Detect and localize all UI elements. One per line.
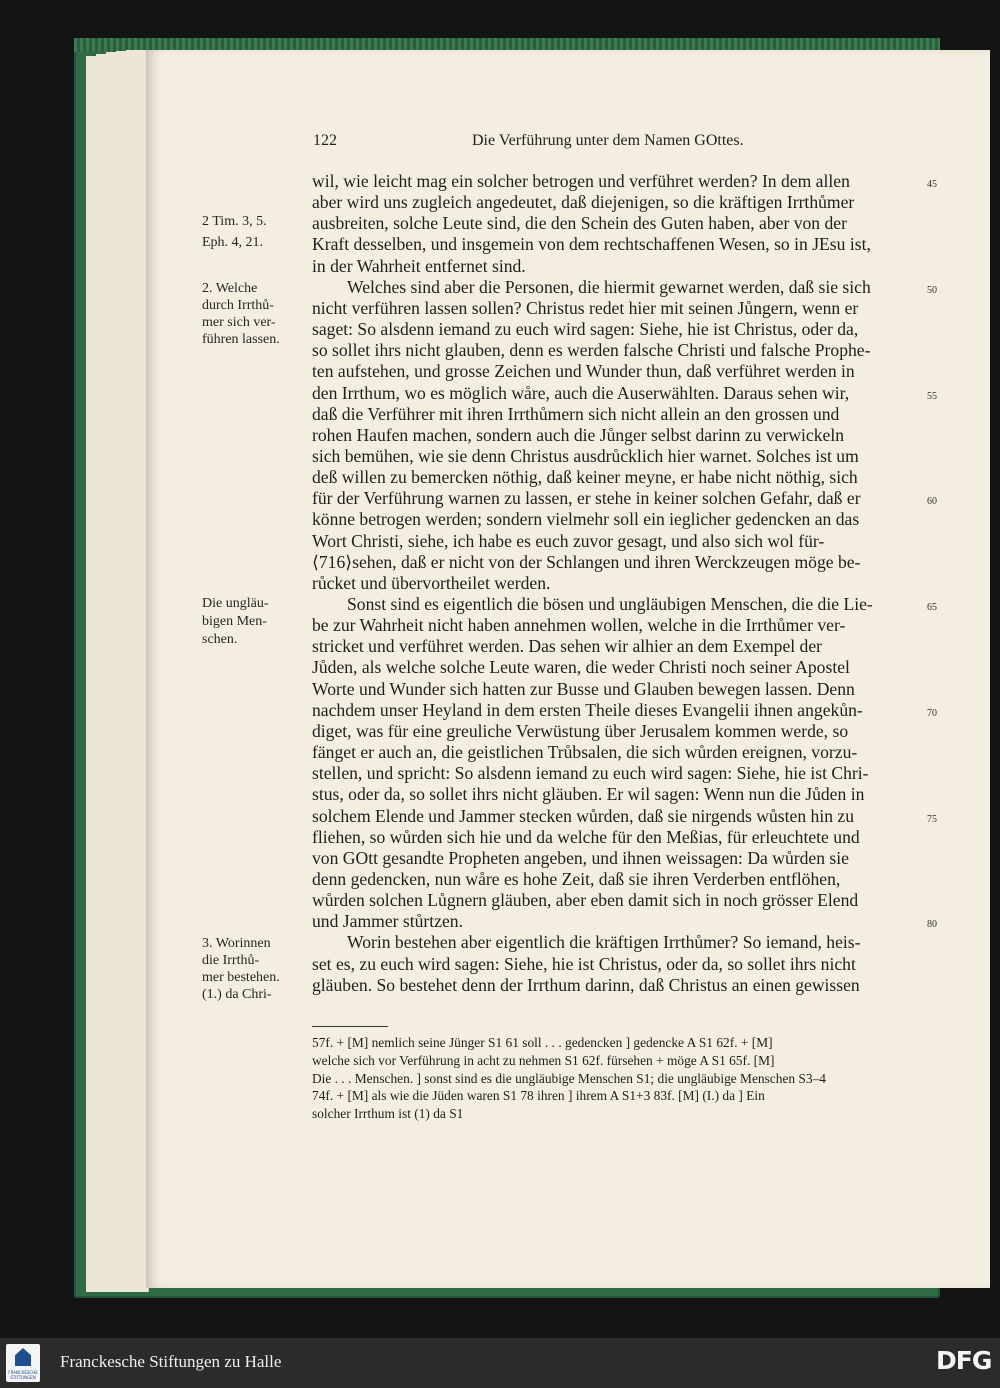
- body-line: in der Wahrheit entfernet sind.: [312, 255, 526, 276]
- body-line: so sollet ihrs nicht glauben, denn es werden falsche Christi und falsche Prophe-: [312, 340, 871, 361]
- margin-note: 2. Welche: [202, 281, 258, 296]
- institution-name[interactable]: Franckesche Stiftungen zu Halle: [60, 1352, 282, 1371]
- body-line: diget, was für eine greuliche Verwüstung über Jerusalem kommen werde, so: [312, 720, 849, 741]
- body-line: Worte und Wunder sich hatten zur Busse und Glauben bewegen lassen. Denn: [312, 678, 855, 699]
- institution-logo[interactable]: [6, 1344, 40, 1382]
- page-number: 122: [313, 132, 337, 149]
- line-number: 80: [927, 919, 937, 931]
- body-line: stricket und verführet werden. Das sehen wir alhier an dem Exempel der: [312, 636, 823, 657]
- body-line: ausbreiten, solche Leute sind, die den Schein des Guten haben, aber von der: [312, 213, 847, 234]
- body-line: daß die Verführer mit ihren Irrthůmern sich nicht allein an den grossen und: [312, 403, 840, 424]
- running-title: Die Verführung unter dem Namen GOttes.: [472, 132, 744, 149]
- body-line: be zur Wahrheit nicht haben annehmen wollen, welche in die Irrthůmer ver-: [312, 615, 846, 636]
- margin-note: die Irrthů-: [202, 953, 260, 968]
- body-line: aber wird uns zugleich angedeutet, daß diejenigen, so die kräftigen Irrthůmer: [312, 192, 855, 213]
- body-line: denn gedencken, nun wåre es hohe Zeit, daß sie ihren Verderben entflöhen,: [312, 868, 841, 889]
- body-line: stus, oder da, so sollet ihrs nicht gläuben. Er wil sagen: Wenn nun die Jůden in: [312, 784, 865, 805]
- body-line: wůrden solchen Lůgnern gläuben, aber eben damit sich in noch grösser Elend: [312, 890, 859, 911]
- margin-note: (1.) da Chri-: [202, 987, 272, 1002]
- body-line: Welches sind aber die Personen, die hiermit gewarnet werden, daß sie sich: [347, 276, 871, 297]
- body-line: gläuben. So bestehet denn der Irrthum darinn, daß Christus an einen gewissen: [312, 974, 860, 995]
- body-line: deß willen zu bemercken nöthig, daß keiner meyne, er habe nicht nöthig, sich: [312, 467, 858, 488]
- footnote-line: 74f. + [M] als wie die Jüden waren S1 78 ihren ] ihrem A S1+3 83f. [M] (I.) da ] Ein: [312, 1088, 765, 1104]
- footnote-line: Die . . . Menschen. ] sonst sind es die ungläubige Menschen S1; die ungläubige Menschen S3–4: [312, 1070, 826, 1086]
- footnote-rule: [312, 1026, 388, 1027]
- margin-note: Die ungläu-: [202, 596, 269, 611]
- margin-note: 2 Tim. 3, 5.: [202, 214, 267, 229]
- body-line: ten aufstehen, und grosse Zeichen und Wunder thun, daß verführet werden in: [312, 361, 855, 382]
- line-number: 75: [927, 813, 937, 825]
- body-line: Jůden, als welche solche Leute waren, die weder Christi noch seiner Apostel: [312, 657, 850, 678]
- line-number: 65: [927, 602, 937, 613]
- body-line: nicht verführen lassen sollen? Christus redet hier mit seinen Jůngern, wenn er: [312, 297, 859, 318]
- dfg-logo[interactable]: DFG: [936, 1346, 992, 1375]
- margin-note: Eph. 4, 21.: [202, 235, 264, 250]
- body-line: und Jammer stůrtzen.: [312, 911, 463, 932]
- body-line: von GOtt gesandte Propheten angeben, und ihnen weissagen: Da wůrden sie: [312, 847, 849, 868]
- line-number: 55: [927, 390, 937, 402]
- body-line: fliehen, so wůrden sich hie und da welche für den Meßias, für erleuchtete und: [312, 826, 860, 847]
- body-line: set es, zu euch wird sagen: Siehe, hie ist Christus, oder da, so sollet ihrs nicht: [312, 953, 856, 974]
- body-line: stellen, und spricht: So alsdenn iemand zu euch wird sagen: Siehe, hie ist Chri-: [312, 763, 869, 784]
- body-line: für der Verführung warnen zu lassen, er stehe in keiner solchen Gefahr, daß er: [312, 488, 861, 509]
- body-line: Wort Christi, siehe, ich habe es euch zuvor gesagt, und also sich wol für-: [312, 530, 825, 551]
- line-number: 70: [927, 707, 937, 719]
- body-line: solchem Elende und Jammer stecken wůrden, daß sie nirgends wůsten hin zu: [312, 805, 855, 826]
- body-line: Worin bestehen aber eigentlich die kräftigen Irrthůmer? So iemand, heis-: [347, 932, 861, 953]
- footnote-line: solcher Irrthum ist (1) da S1: [312, 1106, 464, 1122]
- logo-text: FRANCKESCHE STIFTUNGEN: [8, 1370, 38, 1380]
- line-number: 45: [927, 179, 937, 190]
- orphanage-house-icon: [15, 1348, 31, 1366]
- body-line: Sonst sind es eigentlich die bösen und ungläubigen Menschen, die die Lie-: [347, 594, 873, 614]
- footnote-line: welche sich vor Verführung in acht zu nehmen S1 62f. fürsehen + möge A S1 65f. [M]: [312, 1052, 775, 1068]
- body-line: ⟨716⟩sehen, daß er nicht von der Schlangen und ihren Werckzeugen möge be-: [312, 551, 861, 572]
- margin-note: schen.: [202, 632, 238, 647]
- margin-note: mer sich ver-: [202, 315, 276, 330]
- line-number: 60: [927, 496, 937, 508]
- body-line: rohen Haufen machen, sondern auch die Jůnger selbst darinn zu verwickeln: [312, 424, 845, 445]
- margin-note: durch Irrthů-: [202, 298, 274, 313]
- margin-note: führen lassen.: [202, 332, 280, 347]
- body-line: fänget er auch an, die geistlichen Trůbsalen, die sich wůrden ereignen, vorzu-: [312, 742, 858, 763]
- line-number: 50: [927, 284, 937, 296]
- body-line: nachdem unser Heyland in dem ersten Theile dieses Evangelii ihnen angekůn-: [312, 699, 863, 720]
- body-line: sich bemühen, wie sie denn Christus ausdrůcklich hier warnet. Solches ist um: [312, 445, 859, 466]
- margin-note: bigen Men-: [202, 614, 267, 629]
- body-line: růcket und übervortheilet werden.: [312, 572, 551, 593]
- footnote-line: 57f. + [M] nemlich seine Jünger S1 61 soll . . . gedencken ] gedencke A S1 62f. + [M]: [312, 1035, 773, 1050]
- body-line: könne betrogen werden; sondern vielmehr soll ein ieglicher gedencken an das: [312, 509, 860, 530]
- margin-note: mer bestehen.: [202, 970, 280, 985]
- body-line: saget: So alsdenn iemand zu euch wird sagen: Siehe, hie ist Christus, oder da,: [312, 319, 859, 340]
- body-line: den Irrthum, wo es möglich wåre, auch die Auserwählten. Daraus sehen wir,: [312, 382, 850, 403]
- margin-note: 3. Worinnen: [202, 936, 271, 951]
- body-line: Kraft desselben, und insgemein von dem rechtschaffenen Wesen, so in JEsu ist,: [312, 234, 871, 255]
- body-line: wil, wie leicht mag ein solcher betrogen und verführet werden? In dem allen: [312, 171, 850, 191]
